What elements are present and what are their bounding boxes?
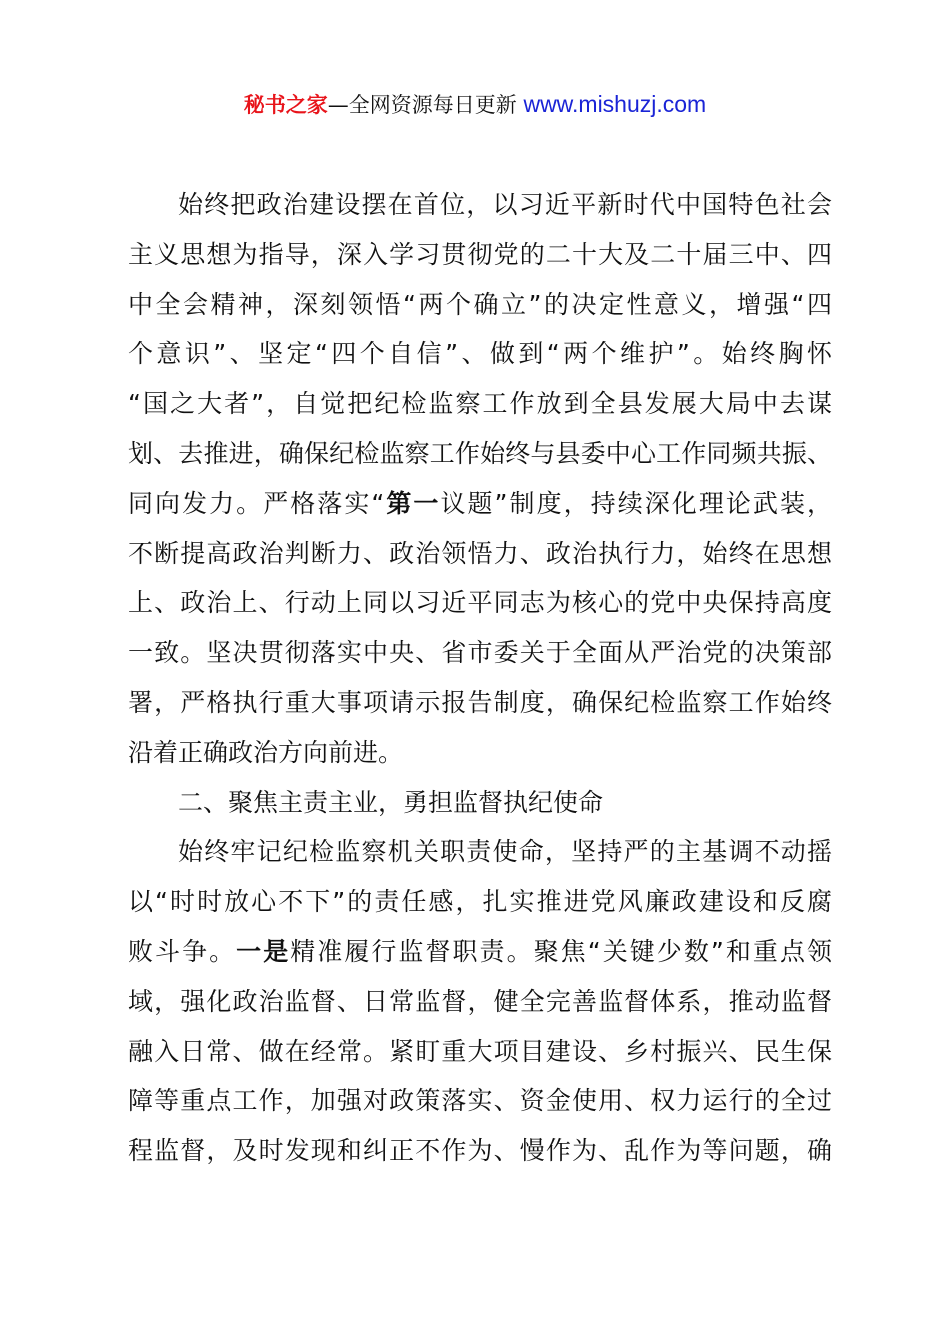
site-url-link[interactable]: www.mishuzj.com bbox=[523, 91, 707, 117]
text-line bbox=[128, 429, 832, 479]
text-line bbox=[128, 578, 832, 628]
text-segment: 域，强化政治监督、日常监督，健全完善监督体系，推动监督 bbox=[128, 986, 832, 1016]
text-line bbox=[128, 977, 832, 1027]
text-segment: 不断提高政治判断力、政治领悟力、政治执行力，始终在思想 bbox=[128, 538, 832, 568]
text-segment: 败斗争。 bbox=[128, 936, 237, 966]
text-segment: 上、政治上、行动上同以习近平同志为核心的党中央保持高度 bbox=[128, 588, 832, 618]
text-line bbox=[128, 1126, 832, 1176]
text-line bbox=[128, 230, 832, 280]
text-line bbox=[128, 927, 832, 977]
text-line bbox=[128, 329, 832, 379]
text-line bbox=[128, 1027, 832, 1077]
text-segment: 融入日常、做在经常。紧盯重大项目建设、乡村振兴、民生保 bbox=[128, 1036, 832, 1066]
text-line bbox=[128, 827, 832, 877]
text-line bbox=[128, 379, 832, 429]
text-line bbox=[128, 180, 832, 230]
text-segment: 署，严格执行重大事项请示报告制度，确保纪检监察工作始终 bbox=[128, 687, 832, 717]
text-segment: 程监督，及时发现和纠正不作为、慢作为、乱作为等问题，确 bbox=[128, 1136, 832, 1166]
bold-text: 一是 bbox=[236, 936, 291, 966]
text-segment: 沿着正确政治方向前进。 bbox=[128, 737, 404, 767]
text-line bbox=[128, 1076, 832, 1126]
text-segment: “国之大者”，自觉把纪检监察工作放到全县发展大局中去谋 bbox=[128, 389, 832, 419]
text-line bbox=[128, 529, 832, 579]
text-segment: 中全会精神，深刻领悟“两个确立”的决定性意义，增强“四 bbox=[128, 289, 832, 319]
text-line bbox=[128, 877, 832, 927]
text-segment: 二、聚焦主责主业，勇担监督执纪使命 bbox=[178, 787, 604, 817]
text-line bbox=[128, 628, 832, 678]
text-segment: 障等重点工作，加强对政策落实、资金使用、权力运行的全过 bbox=[128, 1086, 832, 1116]
text-segment: 以“时时放心不下”的责任感，扎实推进党风廉政建设和反腐 bbox=[128, 887, 832, 917]
text-line bbox=[128, 728, 832, 778]
text-line bbox=[128, 280, 832, 330]
brand-name: 秘书之家 bbox=[243, 93, 328, 117]
page-header bbox=[0, 88, 950, 121]
text-line bbox=[128, 479, 832, 529]
bold-text: 第一 bbox=[384, 488, 441, 518]
text-segment: 始终牢记纪检监察机关职责使命，坚持严的主基调不动摇 bbox=[178, 837, 832, 867]
text-line bbox=[128, 678, 832, 728]
text-segment: 议题”制度，持续深化理论武装， bbox=[440, 488, 832, 518]
text-segment: 始终把政治建设摆在首位，以习近平新时代中国特色社会 bbox=[178, 190, 832, 219]
header-tagline: —全网资源每日更新 bbox=[327, 93, 524, 117]
text-segment: 一致。坚决贯彻落实中央、省市委关于全面从严治党的决策部 bbox=[128, 638, 832, 668]
section-heading bbox=[128, 778, 832, 828]
document-body bbox=[128, 180, 832, 1176]
text-segment: 同向发力。严格落实“ bbox=[128, 488, 385, 518]
text-segment: 精准履行监督职责。聚焦“关键少数”和重点领 bbox=[290, 936, 832, 966]
text-segment: 个意识”、坚定“四个自信”、做到“两个维护”。始终胸怀 bbox=[128, 339, 832, 369]
text-segment: 主义思想为指导，深入学习贯彻党的二十大及二十届三中、四 bbox=[128, 239, 832, 269]
text-segment: 划、去推进，确保纪检监察工作始终与县委中心工作同频共振、 bbox=[128, 438, 832, 468]
